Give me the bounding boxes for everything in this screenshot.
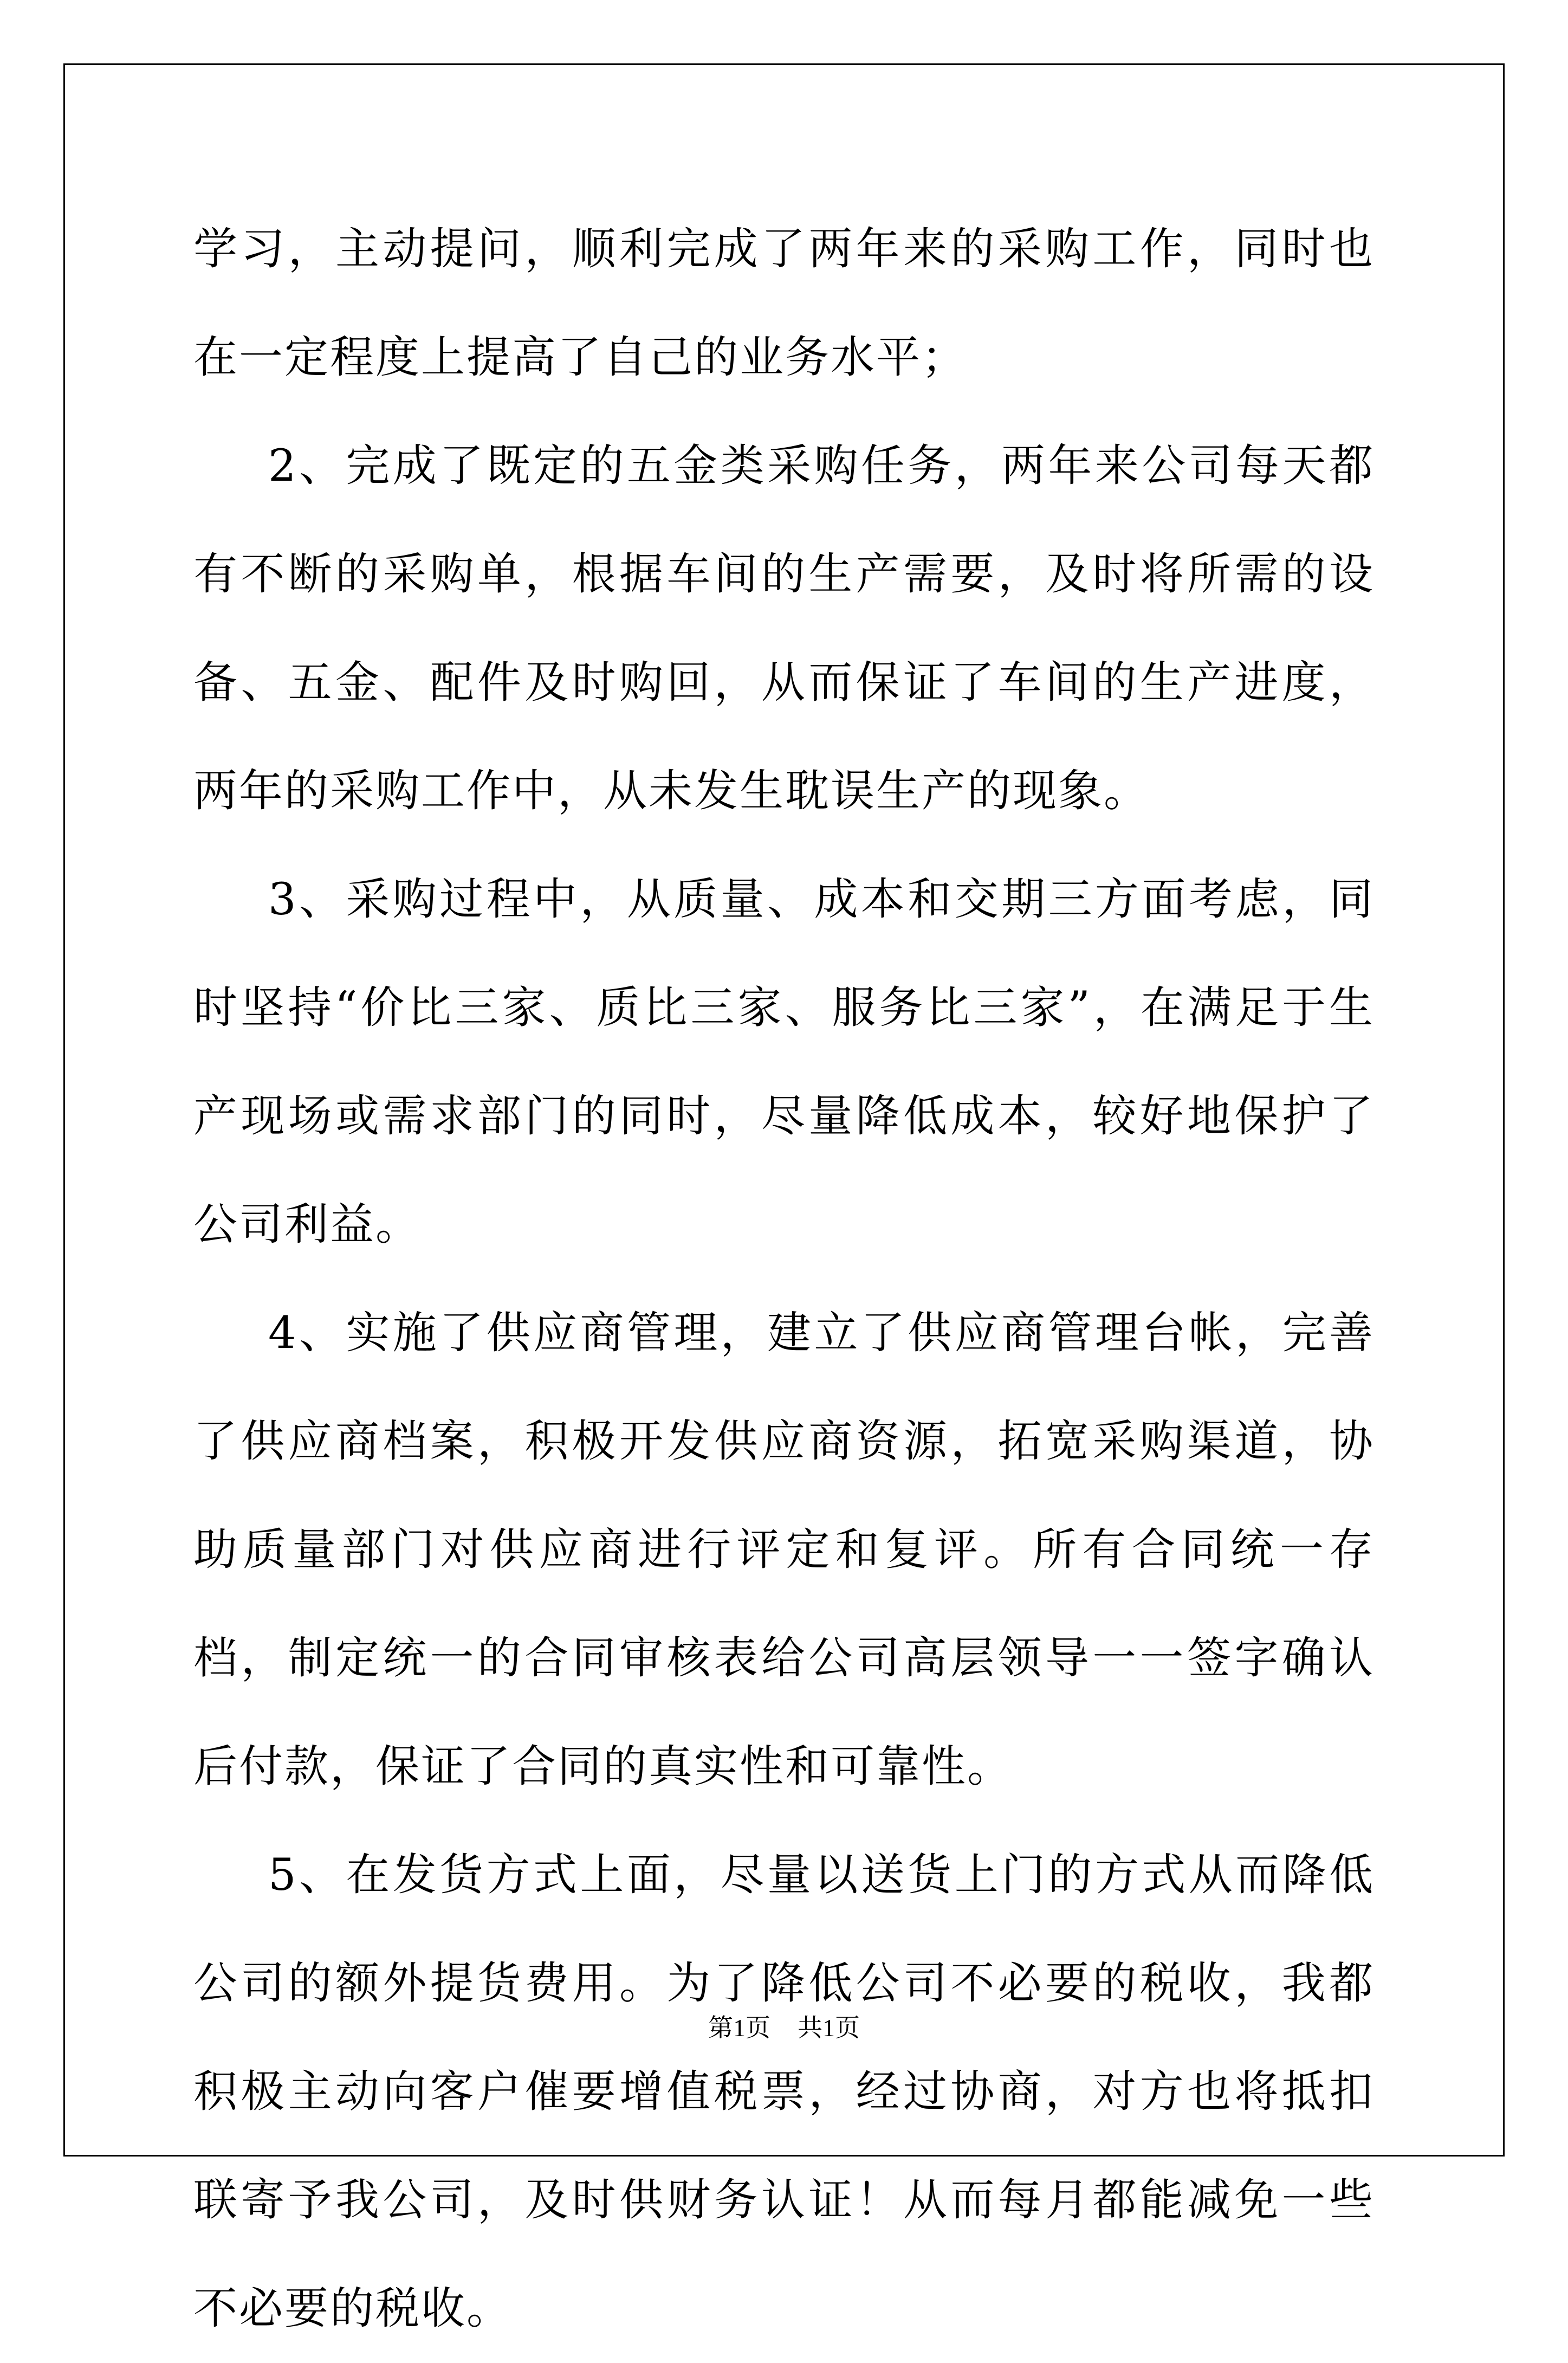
page-footer [0,2012,1568,2044]
paragraph-1: 学习，主动提问，顺利完成了两年来的采购工作，同时也在一定程度上提高了自己的业务水平； [193,224,1375,383]
paragraph-2: 2、完成了既定的五金类采购任务，两年来公司每天都有不断的采购单，根据车间的生产需要，及时将所需的设备、五金、配件及时购回，从而保证了车间的生产进度，两年的采购工作中，从未发生耽误生产的现象。 [193,441,1375,817]
paragraph-3: 3、采购过程中，从质量、成本和交期三方面考虑，同时坚持“价比三家、质比三家、服务比三家”，在满足于生产现场或需求部门的同时，尽量降低成本，较好地保护了公司利益。 [193,874,1375,1250]
paragraph-5: 5、在发货方式上面，尽量以送货上门的方式从而降低公司的额外提货费用。为了降低公司不必要的税收，我都积极主动向客户催要增值税票，经过协商，对方也将抵扣联寄予我公司，及时供财务认证！从而每月都能减免一些不必要的税收。 [193,1850,1375,2334]
page-total: 共1页 [798,2014,860,2042]
page-number: 第1页 [708,2014,770,2042]
paragraph-4: 4、实施了供应商管理，建立了供应商管理台帐，完善了供应商档案，积极开发供应商资源，拓宽采购渠道，协助质量部门对供应商进行评定和复评。所有合同统一存档，制定统一的合同审核表给公司高层领导一一签字确认后付款，保证了合同的真实性和可靠性。 [193,1308,1375,1792]
